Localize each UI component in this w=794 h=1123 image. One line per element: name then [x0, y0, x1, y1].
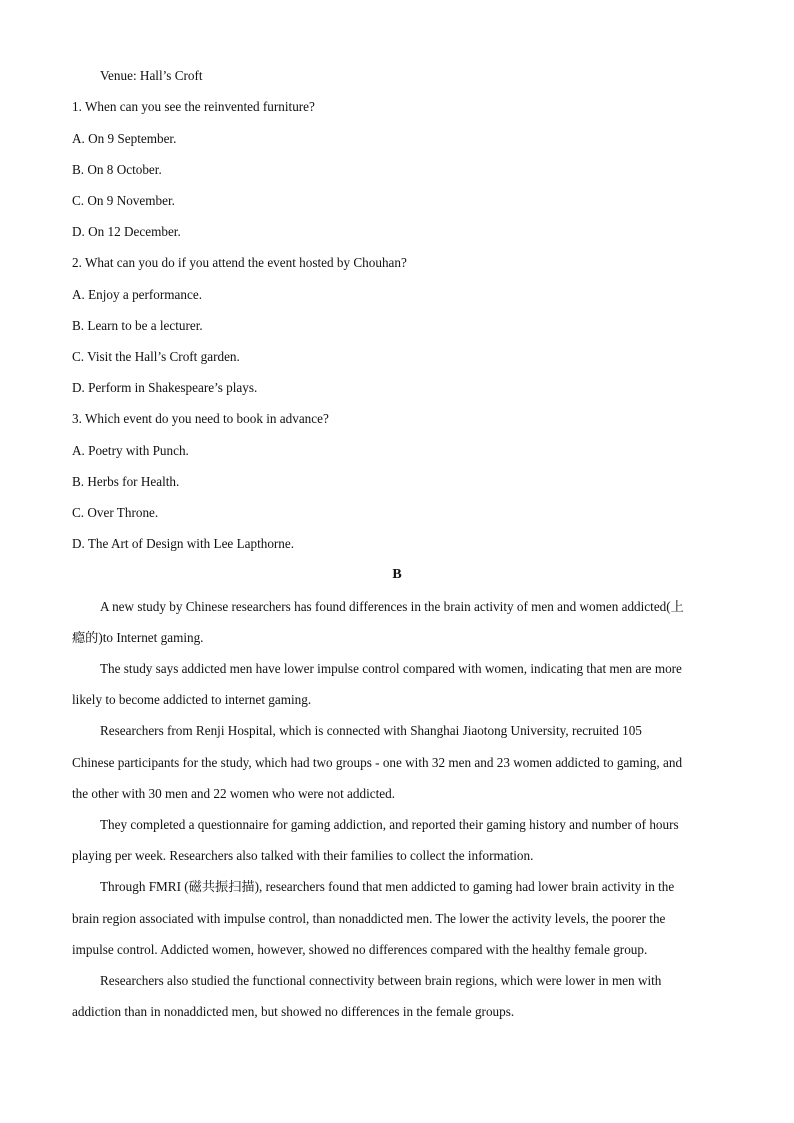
question-3-option-a: A. Poetry with Punch. [72, 443, 189, 458]
passage-line: addiction than in nonaddicted men, but showed no differences in the female groups. [72, 1004, 515, 1019]
passage-line: Through FMRI (磁共振扫描), researchers found that men addicted to gaming had lower brain activity in the [100, 879, 675, 894]
question-1-option-a: A. On 9 September. [72, 131, 177, 146]
question-1-option-c: C. On 9 November. [72, 193, 175, 208]
question-2-option-b: B. Learn to be a lecturer. [72, 318, 203, 333]
question-1: 1. When can you see the reinvented furniture? [72, 99, 315, 114]
passage-line: Researchers from Renji Hospital, which is connected with Shanghai Jiaotong University, recruited 105 [100, 723, 642, 738]
section-b-heading: B [392, 567, 402, 582]
question-2: 2. What can you do if you attend the event hosted by Chouhan? [72, 255, 407, 270]
question-2-option-c: C. Visit the Hall’s Croft garden. [72, 349, 240, 364]
question-3-option-d: D. The Art of Design with Lee Lapthorne. [72, 536, 295, 551]
passage-line: playing per week. Researchers also talked with their families to collect the information. [72, 848, 534, 863]
passage-line: impulse control. Addicted women, however, showed no differences compared with the healthy female group. [72, 942, 648, 957]
passage-line: the other with 30 men and 22 women who were not addicted. [72, 786, 396, 801]
question-1-option-d: D. On 12 December. [72, 224, 181, 239]
passage-line: 瘾的)to Internet gaming. [72, 630, 204, 645]
question-1-option-b: B. On 8 October. [72, 162, 162, 177]
passage-line: brain region associated with impulse control, than nonaddicted men. The lower the activity levels, the poorer the [72, 911, 666, 926]
passage-line: Researchers also studied the functional connectivity between brain regions, which were lower in men with [100, 973, 662, 988]
passage-line: The study says addicted men have lower impulse control compared with women, indicating that men are more [100, 661, 682, 676]
passage-line: They completed a questionnaire for gaming addiction, and reported their gaming history and number of hours [100, 817, 679, 832]
question-3-option-b: B. Herbs for Health. [72, 474, 180, 489]
question-3-option-c: C. Over Throne. [72, 505, 159, 520]
venue-line: Venue: Hall’s Croft [100, 68, 203, 83]
passage-line: likely to become addicted to internet gaming. [72, 692, 312, 707]
question-2-option-d: D. Perform in Shakespeare’s plays. [72, 380, 258, 395]
passage-line: Chinese participants for the study, which had two groups - one with 32 men and 23 women addicted to gaming, and [72, 755, 683, 770]
passage-line: A new study by Chinese researchers has found differences in the brain activity of men and women addicted(上 [100, 599, 684, 614]
question-3: 3. Which event do you need to book in advance? [72, 411, 329, 426]
question-2-option-a: A. Enjoy a performance. [72, 287, 202, 302]
